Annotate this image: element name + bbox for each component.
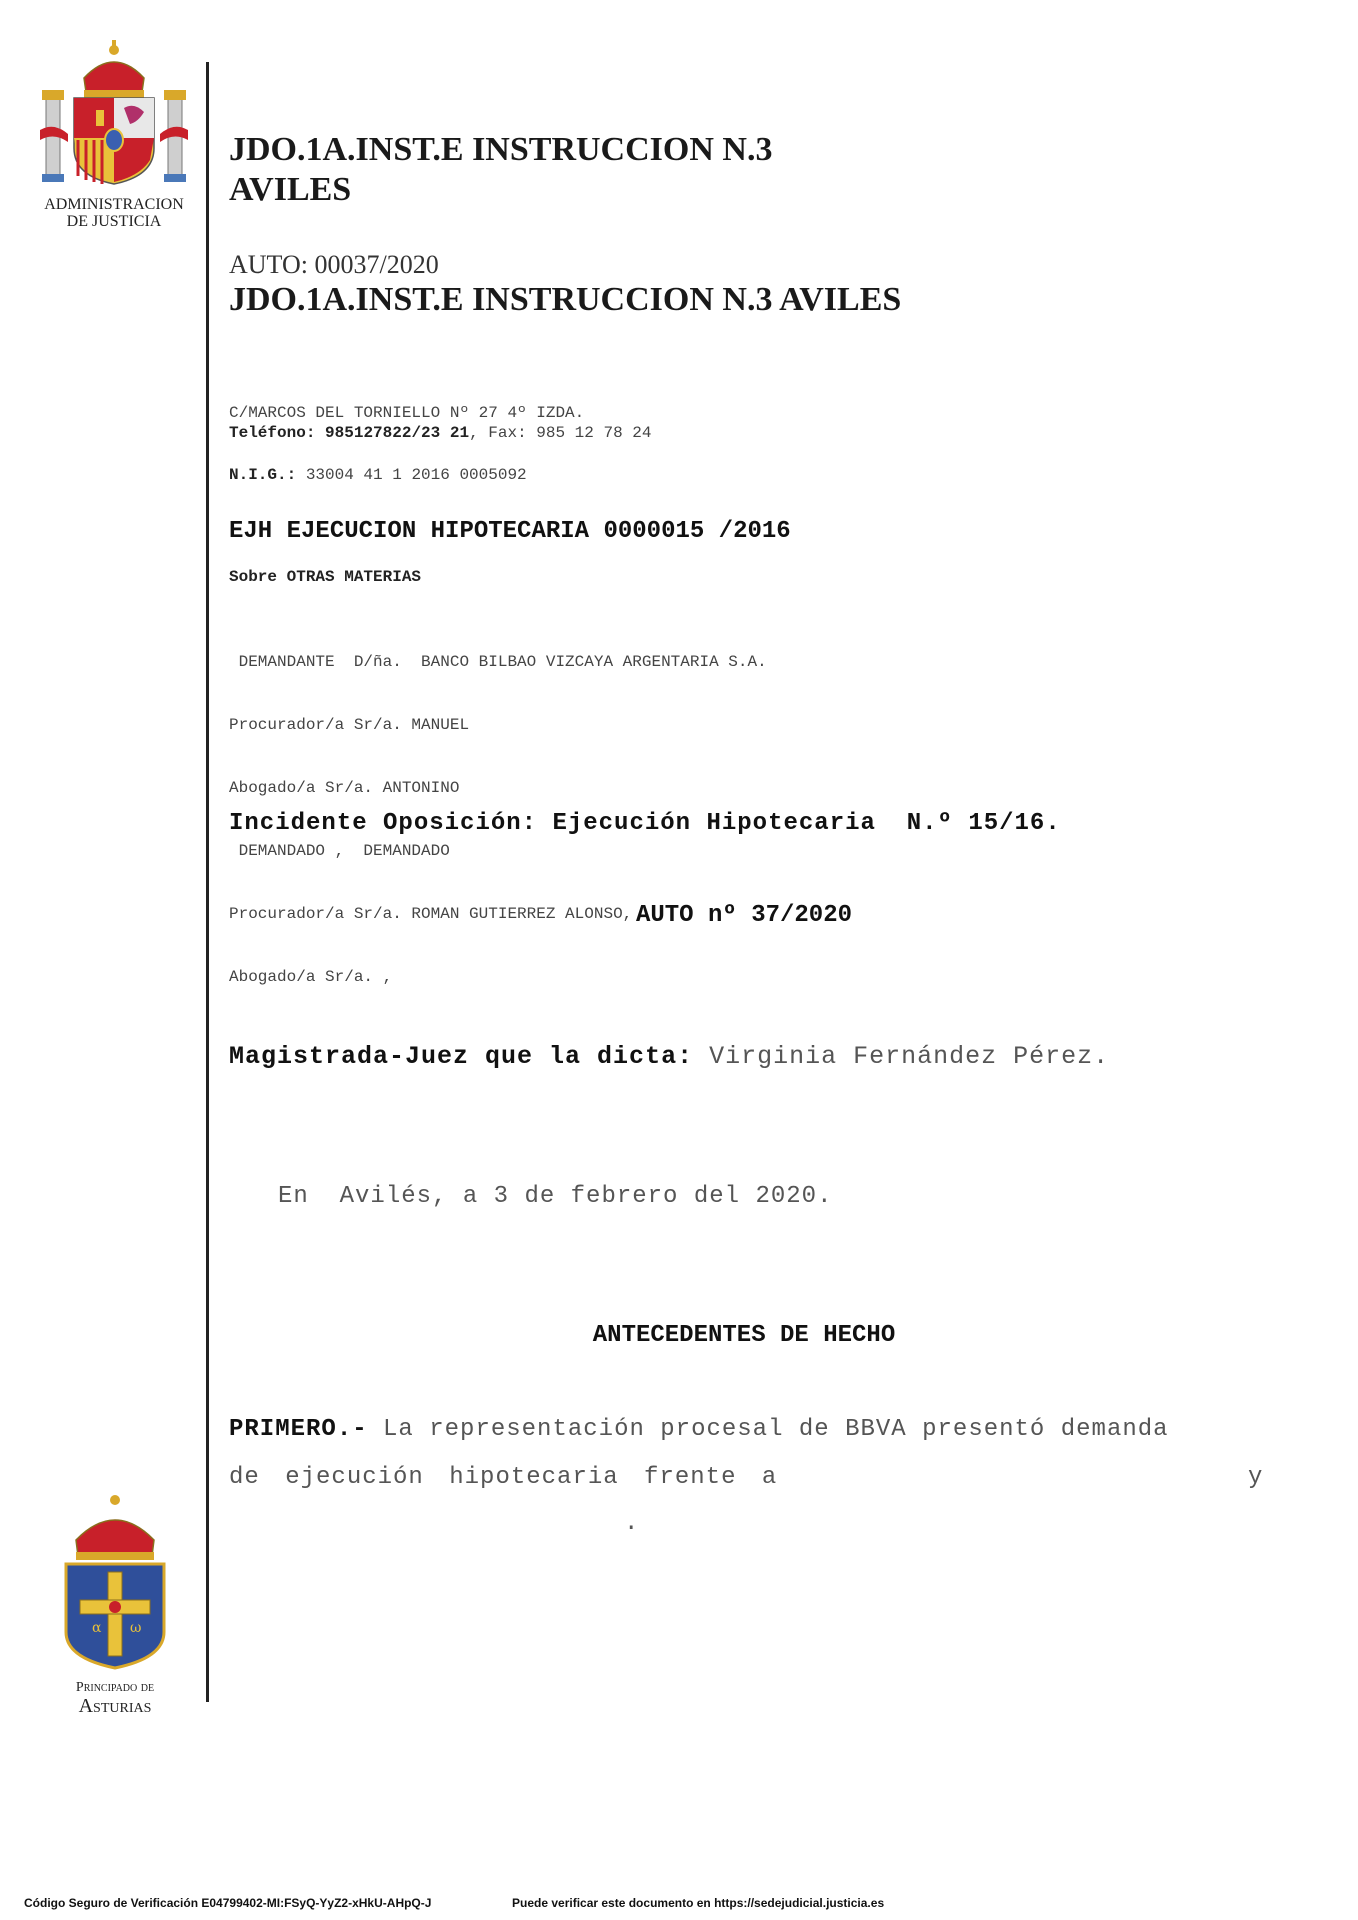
party-line: DEMANDANTE D/ña. BANCO BILBAO VIZCAYA ARGENTARIA S.A. <box>229 653 767 671</box>
incidente-heading: Incidente Oposición: Ejecución Hipotecaria N.º 15/16. <box>229 810 1061 837</box>
logo-caption-line1: Principado de <box>75 1680 155 1695</box>
judge-name: Virginia Fernández Pérez. <box>693 1042 1110 1071</box>
logo-caption-line2: Asturias <box>78 1694 152 1717</box>
primero-line2-end: y <box>1248 1464 1264 1491</box>
administracion-justicia-logo <box>38 38 190 233</box>
asturias-coat-of-arms-icon <box>50 1492 180 1672</box>
svg-text:α: α <box>92 1620 102 1636</box>
svg-text:ω: ω <box>130 1620 142 1636</box>
court-name-line2: AVILES <box>229 171 352 208</box>
party-line: Procurador/a Sr/a. ROMAN GUTIERREZ ALONSO, <box>229 905 633 923</box>
date-line: En Avilés, a 3 de febrero del 2020. <box>278 1183 833 1210</box>
nig-line <box>229 466 527 484</box>
primero-text1: La representación procesal de BBVA presentó demanda <box>367 1416 1169 1443</box>
fax-value: , Fax: 985 12 78 24 <box>469 424 652 442</box>
party-line: DEMANDADO , DEMANDADO <box>229 842 450 860</box>
spanish-coat-of-arms-icon <box>38 38 190 188</box>
party-line: Procurador/a Sr/a. MANUEL <box>229 716 470 734</box>
party-line: Abogado/a Sr/a. ANTONINO <box>229 779 460 797</box>
footer-csv: Código Seguro de Verificación E04799402-MI:FSyQ-YyZ2-xHkU-AHpQ-J <box>24 1896 432 1910</box>
footer-verify: Puede verificar este documento en https://sedejudicial.justicia.es <box>512 1896 885 1910</box>
nig-label: N.I.G.: <box>229 466 297 484</box>
judge-label: Magistrada-Juez que la dicta: <box>229 1042 694 1071</box>
logo-caption-line2: DE JUSTICIA <box>66 212 162 230</box>
phone-fax-line <box>229 424 652 442</box>
court-name-line1: JDO.1A.INST.E INSTRUCCION N.3 <box>229 131 773 168</box>
auto-number: AUTO nº 37/2020 <box>635 902 853 929</box>
primero-label: PRIMERO.- <box>229 1416 368 1443</box>
phone-value: 985127822/23 21 <box>325 424 470 442</box>
case-subject: Sobre OTRAS MATERIAS <box>229 568 422 586</box>
primero-line2: de ejecución hipotecaria frente a <box>229 1464 778 1491</box>
court-header <box>229 130 772 210</box>
auto-label: AUTO: 00037/2020 <box>229 250 439 279</box>
court-address: C/MARCOS DEL TORNIELLO Nº 27 4º IZDA. <box>229 404 585 422</box>
asturias-logo <box>50 1492 180 1722</box>
section-title: ANTECEDENTES DE HECHO <box>592 1322 896 1349</box>
nig-value: 33004 41 1 2016 0005092 <box>296 466 527 484</box>
phone-label: Teléfono: <box>229 424 316 442</box>
judge-line <box>229 1042 1109 1071</box>
primero-line1 <box>229 1416 1269 1443</box>
logo-caption-line1: ADMINISTRACION <box>44 196 184 213</box>
case-title: EJH EJECUCION HIPOTECARIA 0000015 /2016 <box>229 518 791 545</box>
court-full-name: JDO.1A.INST.E INSTRUCCION N.3 AVILES <box>229 281 902 318</box>
party-line: Abogado/a Sr/a. , <box>229 968 393 986</box>
primero-line3: . <box>624 1510 640 1537</box>
margin-rule <box>206 62 209 1702</box>
